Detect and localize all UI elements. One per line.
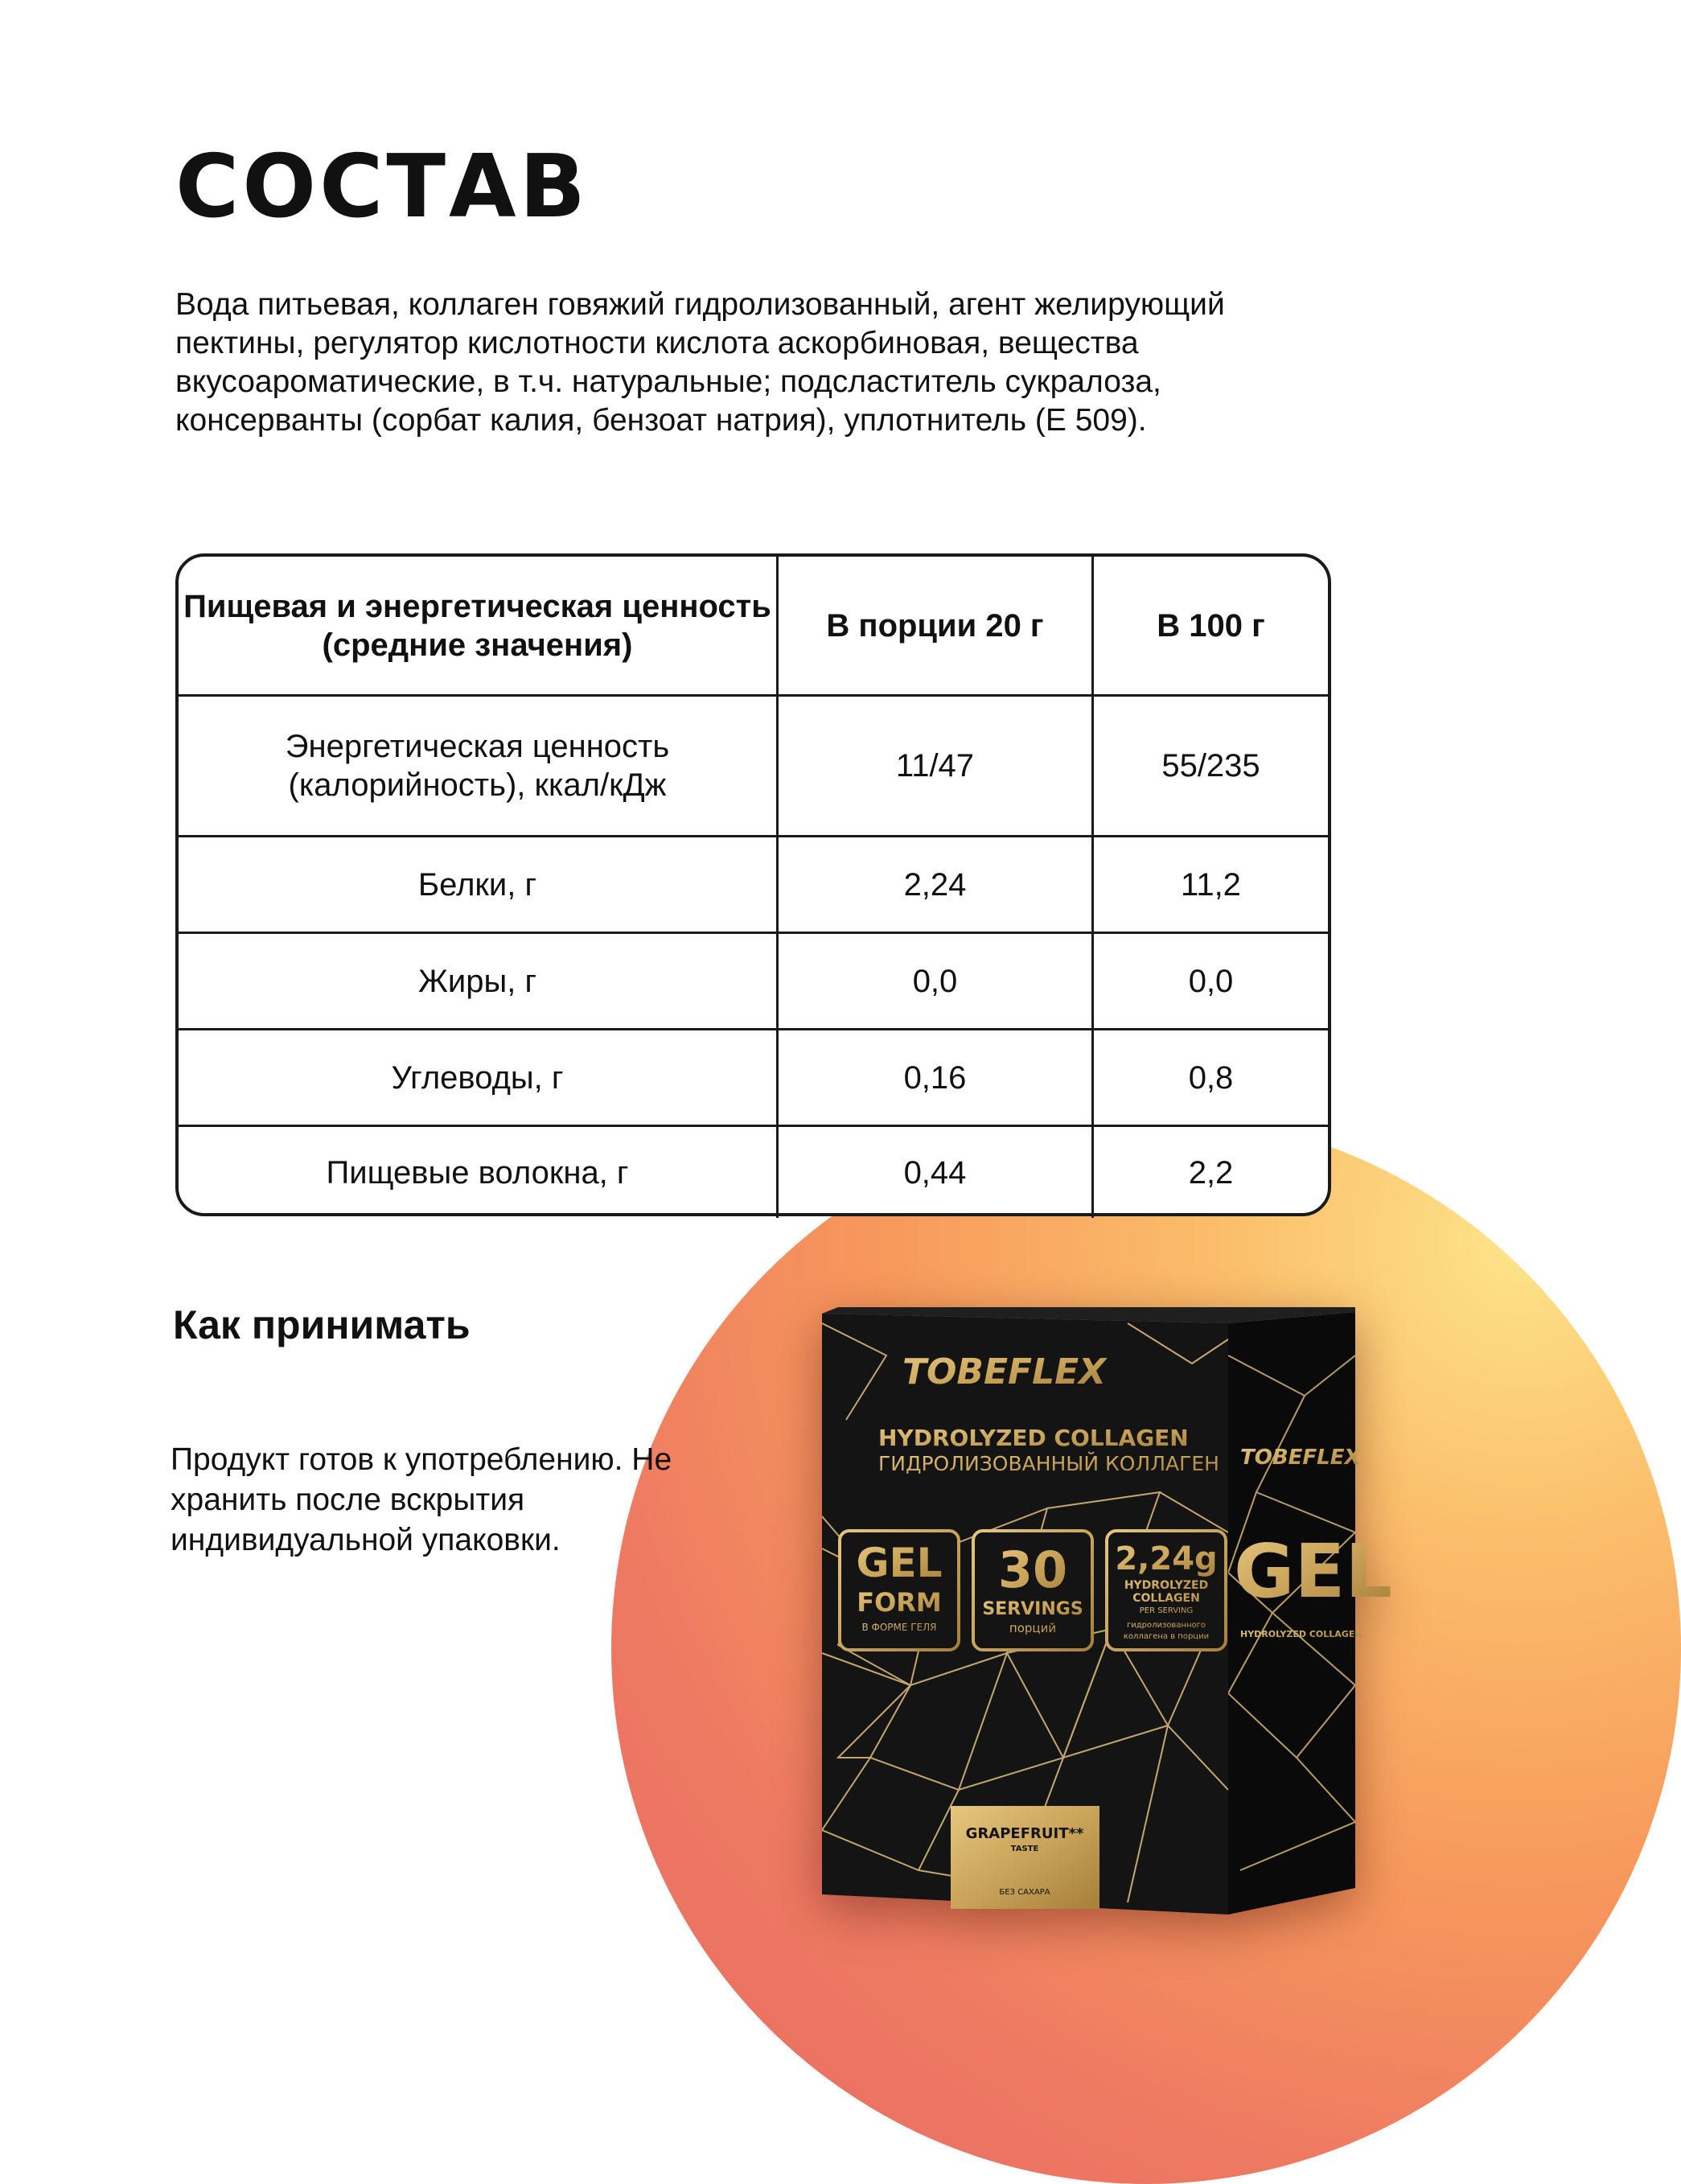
badge-gel-text: GEL [856, 1540, 943, 1586]
badge-collagen-line2: COLLAGEN [1132, 1592, 1200, 1605]
nutrient-name: Белки, г [179, 837, 779, 932]
badge-servings-text: SERVINGS [982, 1599, 1083, 1619]
value-per-serving: 0,16 [779, 1030, 1094, 1125]
box-product-en: HYDROLYZED COLLAGEN [878, 1425, 1189, 1451]
box-brand: TOBEFLEX [902, 1351, 1107, 1392]
composition-text: Вода питьевая, коллаген говяжий гидролизованный, агент желирующий пектины, регулятор кислотности кислота аскорбиновая, вещества вкусоароматические, в т.ч. натуральные; подсластитель сукралоза, консерванты (сорбат калия, бензоат натрия), уплотнитель (Е 509). [175, 287, 1225, 438]
value-per-100g: 11,2 [1181, 866, 1241, 903]
table-row [179, 1030, 1328, 1127]
value-per-100g: 0,8 [1188, 1059, 1234, 1096]
header-per-100g: В 100 г [1157, 607, 1265, 644]
badge-gel-sub: В ФОРМЕ ГЕЛЯ [861, 1622, 937, 1633]
side-product-text: HYDROLYZED COLLAGEN [1240, 1629, 1362, 1639]
nutrient-name: Энергетическая ценность (калорийность), ккал/кДж [179, 697, 779, 835]
header-per-serving: В порции 20 г [779, 557, 1094, 694]
nutrition-table [175, 553, 1331, 1216]
flavor-sub: TASTE [1010, 1845, 1039, 1853]
value-per-100g: 0,0 [1188, 963, 1234, 999]
value-per-100g: 55/235 [1161, 748, 1260, 784]
box-product-ru: ГИДРОЛИЗОВАННЫЙ КОЛЛАГЕН [878, 1452, 1219, 1475]
table-row [179, 1127, 1328, 1218]
usage-text: Продукт готов к употреблению. Не хранить после вскрытия индивидуальной упаковки. [171, 1442, 672, 1557]
table-row [179, 697, 1328, 837]
nutrient-name: Углеводы, г [179, 1030, 779, 1125]
product-box-image [822, 1307, 1392, 1915]
side-gel: GEL [1234, 1528, 1392, 1614]
table-row [179, 934, 1328, 1030]
badge-collagen-sub2: коллагена в порции [1123, 1632, 1210, 1641]
sugar-note: БЕЗ САХАРА [999, 1888, 1050, 1897]
value-per-serving: 0,44 [779, 1127, 1094, 1218]
side-brand: TOBEFLEX [1240, 1446, 1361, 1470]
header-nutrient: Пищевая и энергетическая ценность (средние значения) [179, 557, 779, 694]
badge-servings-number: 30 [997, 1540, 1068, 1599]
value-per-serving: 11/47 [779, 697, 1094, 835]
badge-collagen-sub1: гидролизованного [1126, 1621, 1206, 1630]
nutrient-name: Жиры, г [179, 934, 779, 1028]
page-title: СОСТАВ [175, 137, 589, 237]
badge-collagen-line1: HYDROLYZED [1124, 1579, 1209, 1592]
usage-title: Как принимать [173, 1302, 471, 1347]
badge-form-text: FORM [857, 1587, 942, 1618]
nutrient-name: Пищевые волокна, г [179, 1127, 779, 1218]
flavor-text: GRAPEFRUIT** [965, 1825, 1084, 1842]
table-row [179, 837, 1328, 934]
product-box-svg [822, 1307, 1392, 1915]
badge-collagen-line3: PER SERVING [1139, 1606, 1194, 1615]
table-header-row [179, 557, 1328, 697]
value-per-serving: 2,24 [779, 837, 1094, 932]
badge-collagen-amount: 2,24g [1115, 1540, 1218, 1577]
badge-servings-sub: порций [1009, 1621, 1057, 1635]
value-per-100g: 2,2 [1188, 1154, 1234, 1191]
value-per-serving: 0,0 [779, 934, 1094, 1028]
